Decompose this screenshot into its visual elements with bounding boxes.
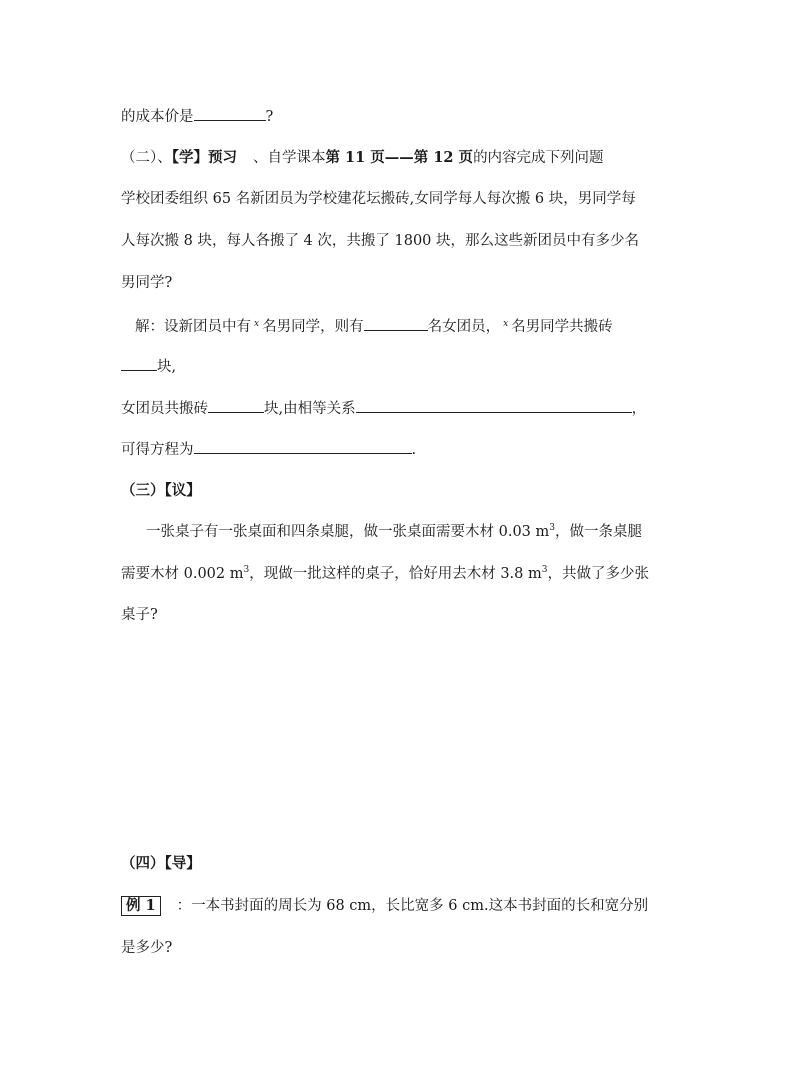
solution-line-1 <box>135 314 613 337</box>
solution-text: . <box>411 442 417 458</box>
table-problem-text: 需要木材 0.002 m <box>121 566 244 582</box>
heading-learn: 【学】预习 <box>171 149 237 166</box>
answer-blank <box>364 316 428 331</box>
cubic-superscript: 3 <box>243 565 250 575</box>
problem-line-2: 人每次搬 8 块，每人各搬了 4 次，共搬了 1800 块，那么这些新团员中有多少名 <box>121 233 640 249</box>
table-problem-line-2 <box>121 564 649 584</box>
solution-line-4 <box>121 439 416 460</box>
cost-price-text: 的成本价是 <box>121 109 194 125</box>
table-problem-line-3: 桌子? <box>121 607 158 623</box>
variable-x: x <box>503 319 509 329</box>
answer-blank <box>194 439 412 454</box>
cubic-superscript: 3 <box>541 565 548 575</box>
solution-text: 块,由相等关系 <box>264 401 356 417</box>
problem-line-3: 男同学? <box>121 275 173 291</box>
answer-blank <box>121 356 157 371</box>
solution-text: 名男同学，则有 <box>262 319 364 335</box>
section-2-heading <box>121 148 604 168</box>
example-1-line-1 <box>121 896 648 916</box>
solution-text: 可得方程为 <box>121 442 194 458</box>
question-mark: ? <box>265 109 274 125</box>
solution-line-3 <box>121 398 646 419</box>
example-1-line-2: 是多少? <box>121 940 173 956</box>
solution-line-2 <box>121 356 176 377</box>
example-label: 例 1 <box>121 896 161 916</box>
cubic-superscript: 3 <box>549 523 555 533</box>
solution-text: ， <box>631 401 647 417</box>
answer-blank <box>208 398 264 413</box>
table-problem-text: ，共做了多少张 <box>547 566 649 582</box>
problem-line-1: 学校团委组织 65 名新团员为学校建花坛搬砖,女同学每人每次搬 6 块，男同学每 <box>121 191 636 207</box>
answer-blank <box>356 398 632 413</box>
solution-text: 名男同学共搬砖 <box>511 319 613 335</box>
table-problem-line-1 <box>146 522 642 542</box>
section-3-heading: （三）【议】 <box>121 482 201 499</box>
table-problem-text: 一张桌子有一张桌面和四条桌腿，做一张桌面需要木材 0.03 m <box>146 524 550 540</box>
table-problem-text: ，现做一批这样的桌子，恰好用去木材 3.8 m <box>249 566 542 582</box>
heading-pages: 第 11 页——第 12 页 <box>325 149 474 166</box>
solution-text: 女团员共搬砖 <box>121 401 208 417</box>
answer-blank <box>194 106 266 121</box>
heading-prefix: （二）、 <box>121 150 172 166</box>
solution-text: 名女团员， <box>427 319 501 335</box>
solution-text: 块, <box>157 359 177 375</box>
section-4-heading: （四）【导】 <box>121 855 201 872</box>
heading-self-study: 、自学课本 <box>253 150 326 166</box>
variable-x: x <box>254 319 260 329</box>
example-text: ：一本书封面的周长为 68 cm，长比宽多 6 cm.这本书封面的长和宽分别 <box>176 898 649 914</box>
cost-price-line <box>121 106 273 127</box>
solution-intro: 解：设新团员中有 <box>135 319 251 335</box>
heading-task: 的内容完成下列问题 <box>473 150 604 166</box>
table-problem-text: ，做一条桌腿 <box>555 524 642 540</box>
